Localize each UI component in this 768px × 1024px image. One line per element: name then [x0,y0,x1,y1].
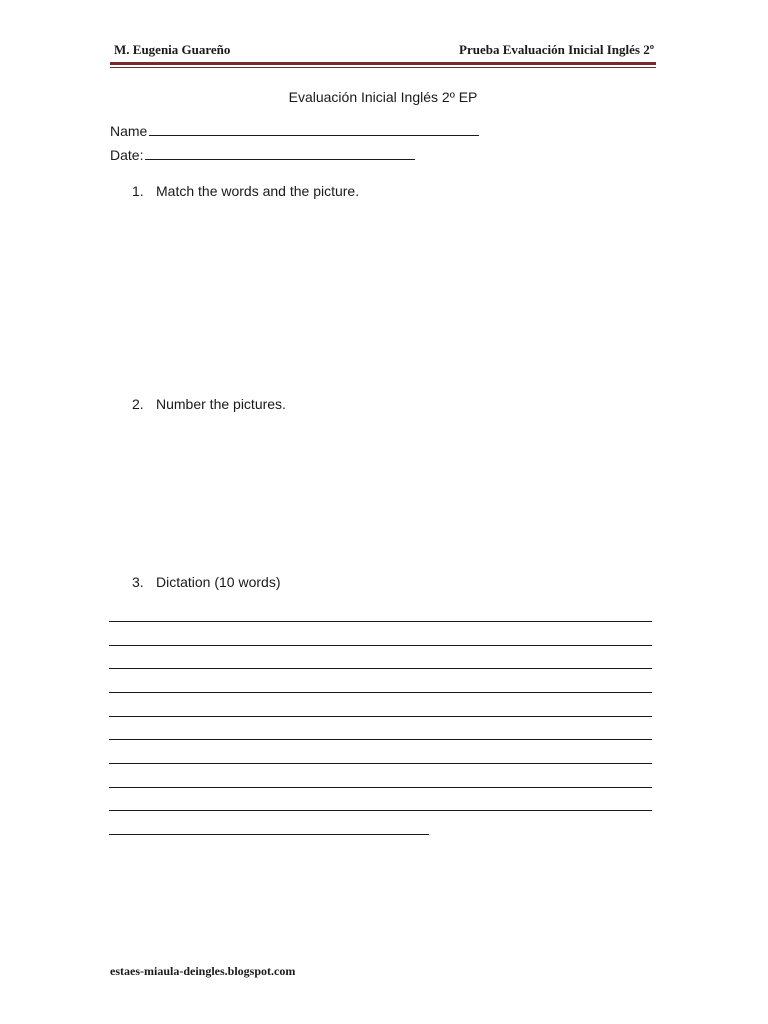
dictation-line[interactable] [109,763,652,764]
question-3 [132,574,281,590]
worksheet-title: Evaluación Inicial Inglés 2º EP [288,89,478,105]
question-text: Match the words and the picture. [156,183,360,199]
header-author: M. Eugenia Guareño [114,42,231,57]
footer-blog: estaes-miaula-deingles.blogspot.com [110,964,296,978]
question-2 [132,396,286,412]
name-answer-line[interactable] [149,123,479,136]
question-number: 1. [132,183,144,199]
page-header [110,42,656,60]
dictation-line[interactable] [109,787,652,788]
question-number: 3. [132,574,144,590]
dictation-line[interactable] [109,692,652,693]
question-number: 2. [132,396,144,412]
name-field [110,123,479,139]
question-text: Dictation (10 words) [156,574,281,590]
dictation-line[interactable] [109,834,429,835]
date-answer-line[interactable] [145,147,415,160]
date-label: Date: [110,147,144,163]
date-field [110,147,415,163]
dictation-line[interactable] [109,716,652,717]
dictation-line[interactable] [109,668,652,669]
name-label: Name [110,123,148,139]
dictation-line[interactable] [109,810,652,811]
question-text: Number the pictures. [156,396,286,412]
header-rule-thick [110,62,656,65]
question-1 [132,183,359,199]
header-rule-thin [110,67,656,68]
dictation-line[interactable] [109,621,652,622]
dictation-line[interactable] [109,739,652,740]
dictation-line[interactable] [109,645,652,646]
header-test-title: Prueba Evaluación Inicial Inglés 2º [459,42,654,57]
